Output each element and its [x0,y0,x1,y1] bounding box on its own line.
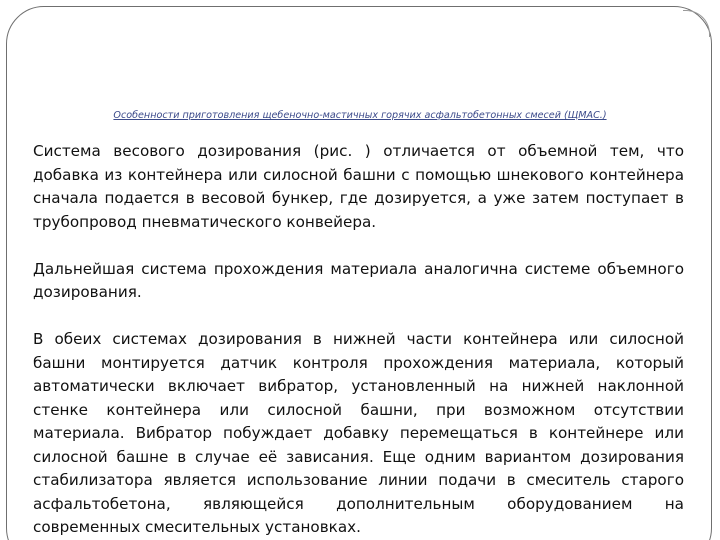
paragraph-both-systems: В обеих системах дозирования в нижней части контейнера или силосной башни монтируется датчик контроля прохождения материала, который автоматически включает вибратор, установленный на нижней наклонной стенке контейнера или силосной башни, при возможном отсутствии материала. Вибратор побуждает добавку перемещаться в контейнере или силосной башне в случае её зависания. Еще одним вариантом дозирования стабилизатора является использование линии подачи в смеситель старого асфальтобетона, являющейся дополнительным оборудованием на современных смесительных установках. [33,330,684,536]
corner-decoration [683,10,710,37]
paragraph-weight-dosing: Система весового дозирования (рис. ) отличается от объемной тем, что добавка из контейнера или силосной башни с помощью шнекового контейнера сначала подается в весовой бункер, где дозируется, а уже затем поступает в трубопровод пневматического конвейера. [33,142,684,231]
slide-body [33,140,684,540]
paragraph-further-system: Дальнейшая система прохождения материала аналогична системе объемного дозирования. [33,259,684,301]
slide-header-title[interactable]: Особенности приготовления щебеночно-мастичных горячих асфальтобетонных смесей (ЩМАС.) [113,110,607,121]
